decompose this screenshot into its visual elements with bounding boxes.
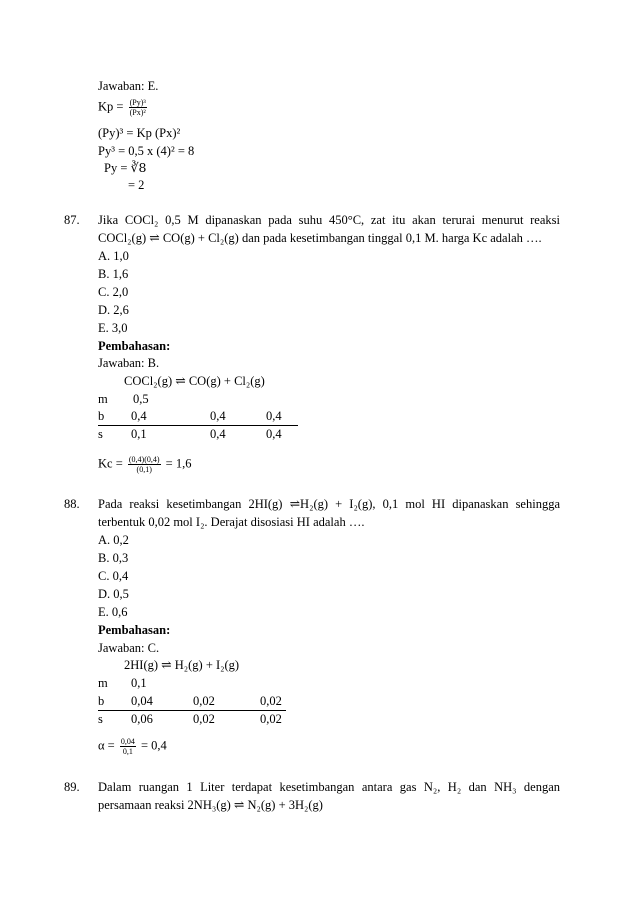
prev-line-3: Py³ = 0,5 x (4)² = 8 <box>98 144 195 158</box>
prev-line-5: = 2 <box>128 178 145 192</box>
alpha-right: = 0,4 <box>140 738 167 753</box>
q88-number: 88. <box>64 497 80 511</box>
q88-reaction: 2HI(g) ⇌ H₂(g) + I₂(g) <box>124 658 240 672</box>
q87-line-2: COCl₂(g) ⇌ CO(g) + Cl₂(g) dan pada kesetimbangan tinggal 0,1 M. harga Kc adalah …. <box>98 231 542 245</box>
q87-option-d: D. 2,6 <box>98 303 129 317</box>
prev-line-4-left: Py = <box>104 161 128 175</box>
q87-answer: Jawaban: B. <box>98 356 160 370</box>
q87-row-m-label: m <box>98 392 108 406</box>
q87-row-b-c1: 0,4 <box>131 409 147 423</box>
kp-fraction <box>129 98 147 117</box>
q87-heading: Pembahasan: <box>98 339 171 353</box>
q87-row-b-c3: 0,4 <box>266 409 282 423</box>
prev-answer: Jawaban: E. <box>98 79 159 93</box>
q87-row-b-c2: 0,4 <box>210 409 226 423</box>
alpha-numerator: 0,04 <box>120 737 135 746</box>
q89-line-2: persamaan reaksi 2NH₃(g) ⇌ N₂(g) + 3H₂(g) <box>98 798 323 812</box>
q88-row-s-label: s <box>98 712 103 726</box>
q88-answer: Jawaban: C. <box>98 641 160 655</box>
q88-line-2: terbentuk 0,02 mol I₂. Derajat disosiasi HI adalah …. <box>98 515 365 529</box>
q89-line-1: Dalam ruangan 1 Liter terdapat kesetimbangan antara gas N₂, H₂ dan NH₃ dengan <box>98 780 560 794</box>
q88-option-a: A. 0,2 <box>98 533 129 547</box>
kc-fraction <box>128 455 161 474</box>
kp-formula <box>98 98 149 117</box>
q88-row-m-c1: 0,1 <box>131 676 147 690</box>
prev-line-2: (Py)³ = Kp (Px)² <box>98 126 181 140</box>
q87-kc-formula <box>98 455 191 474</box>
kc-denominator: (0,1) <box>128 464 161 474</box>
q88-row-b-c3: 0,02 <box>260 694 282 708</box>
q87-option-a: A. 1,0 <box>98 249 129 263</box>
q88-option-e: E. 0,6 <box>98 605 128 619</box>
alpha-left: α = <box>98 738 115 753</box>
q87-row-s-c1: 0,1 <box>131 427 147 441</box>
q88-row-b-c2: 0,02 <box>193 694 215 708</box>
q88-option-c: C. 0,4 <box>98 569 129 583</box>
prev-line-4 <box>104 160 146 176</box>
q87-option-c: C. 2,0 <box>98 285 129 299</box>
q88-alpha-formula <box>98 737 167 756</box>
alpha-fraction <box>120 737 136 756</box>
q88-row-s-c1: 0,06 <box>131 712 153 726</box>
q87-option-b: B. 1,6 <box>98 267 129 281</box>
q87-row-m-c1: 0,5 <box>133 392 149 406</box>
kp-left: Kp = <box>98 99 124 114</box>
q88-heading: Pembahasan: <box>98 623 171 637</box>
q87-row-b-label: b <box>98 409 105 423</box>
q87-row-s-label: s <box>98 427 103 441</box>
q88-line-1: Pada reaksi kesetimbangan 2HI(g) ⇌H₂(g) + I₂(g), 0,1 mol HI dipanaskan sehingga <box>98 497 560 511</box>
q88-table-rule <box>98 710 286 711</box>
q88-row-b-c1: 0,04 <box>131 694 153 708</box>
q87-row-s-c2: 0,4 <box>210 427 226 441</box>
kp-denominator: (Px)² <box>129 108 146 117</box>
q87-option-e: E. 3,0 <box>98 321 128 335</box>
q87-reaction: COCl₂(g) ⇌ CO(g) + Cl₂(g) <box>124 374 265 388</box>
alpha-denominator: 0,1 <box>120 746 136 756</box>
q88-row-m-label: m <box>98 676 108 690</box>
cube-root: ∛8 <box>130 160 147 175</box>
q88-row-b-label: b <box>98 694 105 708</box>
q88-option-b: B. 0,3 <box>98 551 129 565</box>
q89-number: 89. <box>64 780 80 794</box>
kp-numerator: (Py)³ <box>129 98 146 107</box>
q87-row-s-c3: 0,4 <box>266 427 282 441</box>
kc-right: = 1,6 <box>165 456 192 471</box>
q87-line-1: Jika COCl₂ 0,5 M dipanaskan pada suhu 450°C, zat itu akan terurai menurut reaksi <box>98 213 560 227</box>
q88-row-s-c3: 0,02 <box>260 712 282 726</box>
kc-numerator: (0,4)(0,4) <box>128 455 160 464</box>
kc-left: Kc = <box>98 456 123 471</box>
q88-row-s-c2: 0,02 <box>193 712 215 726</box>
q88-option-d: D. 0,5 <box>98 587 129 601</box>
q87-number: 87. <box>64 213 80 227</box>
